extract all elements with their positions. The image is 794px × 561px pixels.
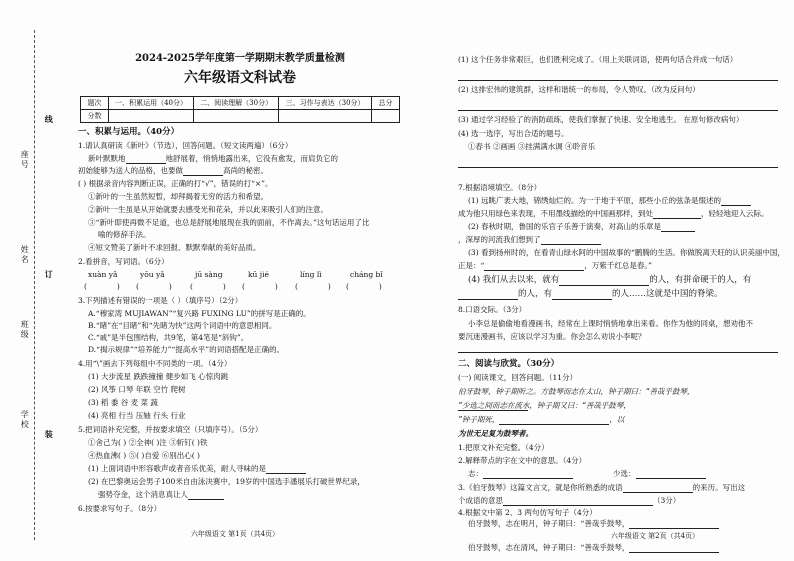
- q3-option: A.“穆家湾 MUJIAWAN”“复兴路 FUXING LU”的拼写是正确的。: [88, 309, 311, 318]
- q1-statement: ④短文赞美了新叶不求回报、默默奉献的美好品质。: [88, 243, 261, 252]
- score-header-cell: 题次: [81, 97, 109, 110]
- score-table: [80, 96, 400, 123]
- q7-sub-cont: [458, 290, 723, 300]
- page-footer: 六年级语文 第2页（共4页）: [610, 532, 700, 540]
- answer-blank[interactable]: [483, 471, 573, 479]
- question-2: 2.看拼音，写词语。（6分）: [78, 257, 169, 266]
- q7-text: 的人……这就是中国的脊梁。: [612, 289, 723, 299]
- pinyin-answer-box[interactable]: ( ): [136, 282, 172, 291]
- reading-question-4: 4.根据文中第 2、3 两句仿写句子（4分）: [458, 508, 597, 517]
- answer-blank[interactable]: [629, 521, 719, 529]
- answer-blank[interactable]: [458, 292, 518, 300]
- q1-passage-line: [88, 155, 338, 164]
- question-5: 5.把词语补充完整，并按要求填空（只填序号）。（5分）: [78, 425, 263, 434]
- number-label: 座号: [20, 150, 30, 170]
- pinyin-5: líng lì: [300, 270, 322, 279]
- score-cell[interactable]: [194, 110, 279, 123]
- reading-question-2: 2.解释带点的字在文中的意思。（4分）: [458, 456, 587, 465]
- q7-text: 成为他只用绿色来表现，不用墨线描绘的中国画那样，到处: [458, 209, 653, 218]
- q6-sub: (2) 这排宏伟的建筑群，这样和谐统一的布局，令人赞叹。（改为反问句）: [458, 85, 700, 94]
- answer-blank[interactable]: [552, 292, 612, 300]
- q2-label: 志：: [468, 469, 483, 478]
- exam-subtitle: 六年级语文科试卷: [184, 70, 296, 86]
- page-footer: 六年级语文 第1页（共4页）: [190, 530, 280, 538]
- passage-line: 伯牙鼓琴，钟子期听之。方鼓琴而志在太山，钟子期曰：“善哉乎鼓琴，: [458, 387, 695, 396]
- pinyin-6: cháng bǐ: [350, 270, 383, 279]
- answer-blank[interactable]: [721, 198, 751, 206]
- q6-sub: (3) 通过学习经验了的消防疏练，使我们掌握了快速、安全地逃生。 在原句修改病句）: [458, 115, 744, 124]
- q3-text: 个成语的意思: [458, 496, 503, 505]
- q1-statement: ③“新叶即使再微不足道，也总是舒展地展现在我的面前，不作离去。”这句话运用了比: [88, 218, 370, 227]
- q7-text: ，深厚的河流我们想到了: [458, 235, 541, 244]
- pinyin-answer-box[interactable]: ( ): [346, 282, 382, 291]
- q6-sub: (1) 这个任务非常艰巨，也们胜利完成了。（用上关联词语，使两句话合并成一句话）: [458, 55, 738, 64]
- q1-text: 新叶默默地: [88, 154, 126, 163]
- answer-blank[interactable]: [629, 545, 719, 553]
- q7-text: 的人，有拼命硬干的人，有: [649, 275, 752, 285]
- q3-option: D.“揭示规律”“培养能力”“提高水平”的词语搭配是正确的。: [88, 345, 285, 354]
- q4-imitation: [468, 520, 719, 529]
- q7-text: ，轻轻地迎入云际。: [701, 209, 769, 218]
- reading-question-1: 1.把原文补充完整。（4分）: [458, 443, 549, 452]
- q4-group: (1) 大步流星 跌跌撞撞 健步如飞 心惊肉跳: [88, 372, 229, 381]
- q7-text: 的人，有: [518, 289, 553, 299]
- q4-imitation: [468, 544, 719, 553]
- q3-text: （3分）: [653, 496, 681, 505]
- score-header-cell: 总分: [372, 97, 400, 110]
- pinyin-3: jū sàng: [195, 270, 223, 279]
- q6-options: ①春书 ②画画 ③挂满满水调 ④聆音乐: [468, 142, 596, 151]
- answer-blank[interactable]: [183, 168, 223, 176]
- pinyin-answer-box[interactable]: ( ): [242, 282, 278, 291]
- q8-text: 小李总是偷偷地看漫画书，经常在上课时悄悄地拿出来看。你作为他的同桌，想劝他不: [468, 319, 753, 328]
- answer-blank[interactable]: [636, 471, 706, 479]
- q4-text: 伯牙鼓琴，志在明月，钟子期曰：“善哉乎鼓琴，: [468, 519, 630, 528]
- answer-blank[interactable]: [266, 466, 306, 474]
- name-label: 姓名: [20, 245, 30, 265]
- answer-blank[interactable]: [541, 237, 601, 245]
- reading-q2-answers: [468, 470, 706, 479]
- question-3: 3.下列描述有错误的一项是（ ）（填序号）（2分）: [78, 296, 243, 305]
- q7-sub: [468, 223, 695, 232]
- q1-statement-cont: 喻的修辞手法。: [98, 230, 151, 239]
- answer-blank[interactable]: [484, 263, 584, 271]
- answer-blank[interactable]: [499, 417, 609, 425]
- q6-sub: (4) 选一选序，写出合适的题号。: [458, 129, 569, 138]
- question-7: 7.根据语境填空。（8分）: [458, 183, 542, 192]
- q3-option: B.“睹”在“目睹”和“先睹为快”这两个词语中的意思相同。: [88, 321, 277, 330]
- q3-option: C.“戚”是半包围结构，共9笔，第4笔是“斜钩”。: [88, 333, 249, 342]
- left-page: [70, 0, 400, 561]
- q5-sub-1: [88, 465, 306, 474]
- passage-text: ，以: [609, 415, 625, 424]
- q7-text: (2) 春秋时期，鲁国的乐官子乐善于演奏，对高山的乐章是: [468, 222, 662, 231]
- question-1: 1.请认真研读《新叶》（节选），回答问题。（短文读两遍）（6分）: [78, 141, 293, 150]
- reading-question-3-cont: [458, 497, 680, 506]
- passage-line: 为世无足复为鼓琴者。: [458, 429, 533, 438]
- q7-text: (4) 我们从去以来，就有: [468, 275, 560, 285]
- q5-text: 强势夺金，这个消息真让人: [98, 490, 188, 499]
- q7-text: ，万紫千红总是春。”: [584, 261, 652, 270]
- pinyin-answer-box[interactable]: ( ): [295, 282, 331, 291]
- binding-strip: [0, 0, 70, 561]
- score-cell[interactable]: [372, 110, 400, 123]
- q4-group: (4) 亮相 行当 压轴 行头 行业: [88, 411, 186, 420]
- passage-text: ”钟子期死，: [458, 415, 500, 424]
- answer-line[interactable]: [458, 110, 778, 111]
- q8-text: 要沉迷漫画书，应该以学习为重。你会怎么劝说小李呢？: [458, 332, 646, 341]
- q5-text: (1) 上面词语中形容歌声或者音乐优美，耐人寻味的是: [88, 464, 267, 473]
- class-label: 班级: [20, 320, 30, 340]
- reading-question-3: [458, 484, 745, 493]
- pinyin-4: kū jié: [248, 270, 269, 279]
- q1-statement: ②新叶一生虽是从开始就要去感受光和花朵，并以此来吸引人们的注意。: [88, 205, 328, 214]
- seal-word-line: 线: [44, 115, 55, 123]
- answer-blank[interactable]: [503, 498, 653, 506]
- q7-sub: [468, 197, 751, 206]
- passage-line: [458, 416, 780, 425]
- question-4: 4.用“\”画去下列每组中不同类的一项。（4分）: [78, 359, 232, 368]
- answer-blank[interactable]: [126, 156, 166, 164]
- answer-blank[interactable]: [188, 492, 224, 500]
- answer-blank[interactable]: [653, 211, 701, 219]
- q7-sub: (3) 看到扬州时的，在看青山绿水阿的中国故事的“鹏腾的生活。你做脱离天旺的认识美丽中国，: [468, 248, 785, 257]
- q2-label: 少选：: [613, 469, 636, 478]
- q7-sub: [468, 276, 751, 286]
- answer-blank[interactable]: [559, 278, 649, 286]
- answer-line[interactable]: [458, 352, 778, 353]
- passage-line: ”少选之间而志在流水，钟子期又曰：“善哉乎鼓琴，: [458, 401, 631, 410]
- question-6: 6.按要求写句子。（8分）: [78, 504, 162, 513]
- q4-text: 伯牙鼓琴，志在清风，钟子期曰：“善哉乎鼓琴，: [468, 543, 630, 552]
- q3-text: 的来历。写出这: [692, 483, 746, 492]
- score-header-cell: 二、阅读理解（30分）: [194, 97, 279, 110]
- q1-text: 地舒展着，悄悄地露出来，它没有愈发，而肩负它的: [165, 154, 338, 163]
- q1-passage-line: [78, 167, 268, 176]
- score-cell[interactable]: [109, 110, 194, 123]
- q5-words: ④热血沸( ) ⑤( )自爱 ⑥别出心( ): [88, 451, 200, 460]
- binding-line: [34, 30, 35, 540]
- answer-line[interactable]: [458, 80, 778, 81]
- seal-word-bind: 订: [44, 270, 55, 278]
- score-cell[interactable]: [279, 110, 372, 123]
- pinyin-answer-box[interactable]: ( ): [84, 282, 120, 291]
- section-2-heading: 二、阅读与欣赏。（30分）: [458, 359, 560, 369]
- q5-sub-2: (2) 在巴黎奥运会男子100米自由泳决赛中，19岁的中国选手潘展乐打破世界纪录，: [88, 477, 365, 486]
- q7-sub-cont: [458, 210, 769, 219]
- answer-blank[interactable]: [623, 485, 693, 493]
- q4-group: (3) 稻 黍 谷 麦 菜 蔬: [88, 398, 158, 407]
- q5-words: ①舍己为( ) ②全神( )注 ③斩钉( )铁: [88, 438, 208, 447]
- reading-part-1: (一) 阅读课文，回答问题。（11分）: [458, 373, 578, 382]
- q7-text: (1) 远眺广袤大地，锦绣灿烂的。为一于地于平原，那些小丘的弦条是缀述的: [468, 196, 722, 205]
- answer-line[interactable]: [458, 167, 778, 168]
- question-8: 8.口语交际。（3分）: [458, 305, 527, 314]
- right-page: [450, 0, 785, 561]
- q7-sub-cont: [458, 236, 601, 245]
- q1-statement: ①新叶的一生虽然短暂，却拜揭着无穷的活力和希望。: [88, 192, 268, 201]
- seal-word-pack: 装: [44, 430, 55, 438]
- q7-sub-cont: [458, 262, 652, 271]
- section-1-heading: 一、积累与运用。（40分）: [78, 127, 180, 137]
- q1-text: 高尚的秘密。: [223, 166, 268, 175]
- score-header-cell: 三、习作与表达（30分）: [279, 97, 372, 110]
- q4-group: (2) 风筝 口琴 年联 空竹 爬树: [88, 385, 186, 394]
- pinyin-answer-box[interactable]: ( ): [190, 282, 226, 291]
- exam-title: 2024-2025学年度第一学期期末教学质量检测: [135, 53, 345, 64]
- pinyin-2: yōu yǎ: [140, 270, 165, 279]
- q7-text: 正是：“: [458, 261, 485, 270]
- q1-text: 初始能够为送人的品格，也要做: [78, 166, 183, 175]
- pinyin-1: xuàn yǎ: [88, 270, 118, 279]
- score-row-label: 分数: [81, 110, 109, 123]
- q3-text: 3.《伯牙鼓琴》这篇文言文，就是你所熟悉的成语: [458, 483, 623, 492]
- q1-instruction: ( ) 根据录音内容判断正误，正确的打“√”，错误的打“×”。: [78, 179, 273, 188]
- school-label: 学校: [20, 410, 30, 430]
- q5-sub-2-cont: [98, 491, 224, 500]
- answer-blank[interactable]: [661, 224, 695, 232]
- score-header-cell: 一、积累运用（40分）: [109, 97, 194, 110]
